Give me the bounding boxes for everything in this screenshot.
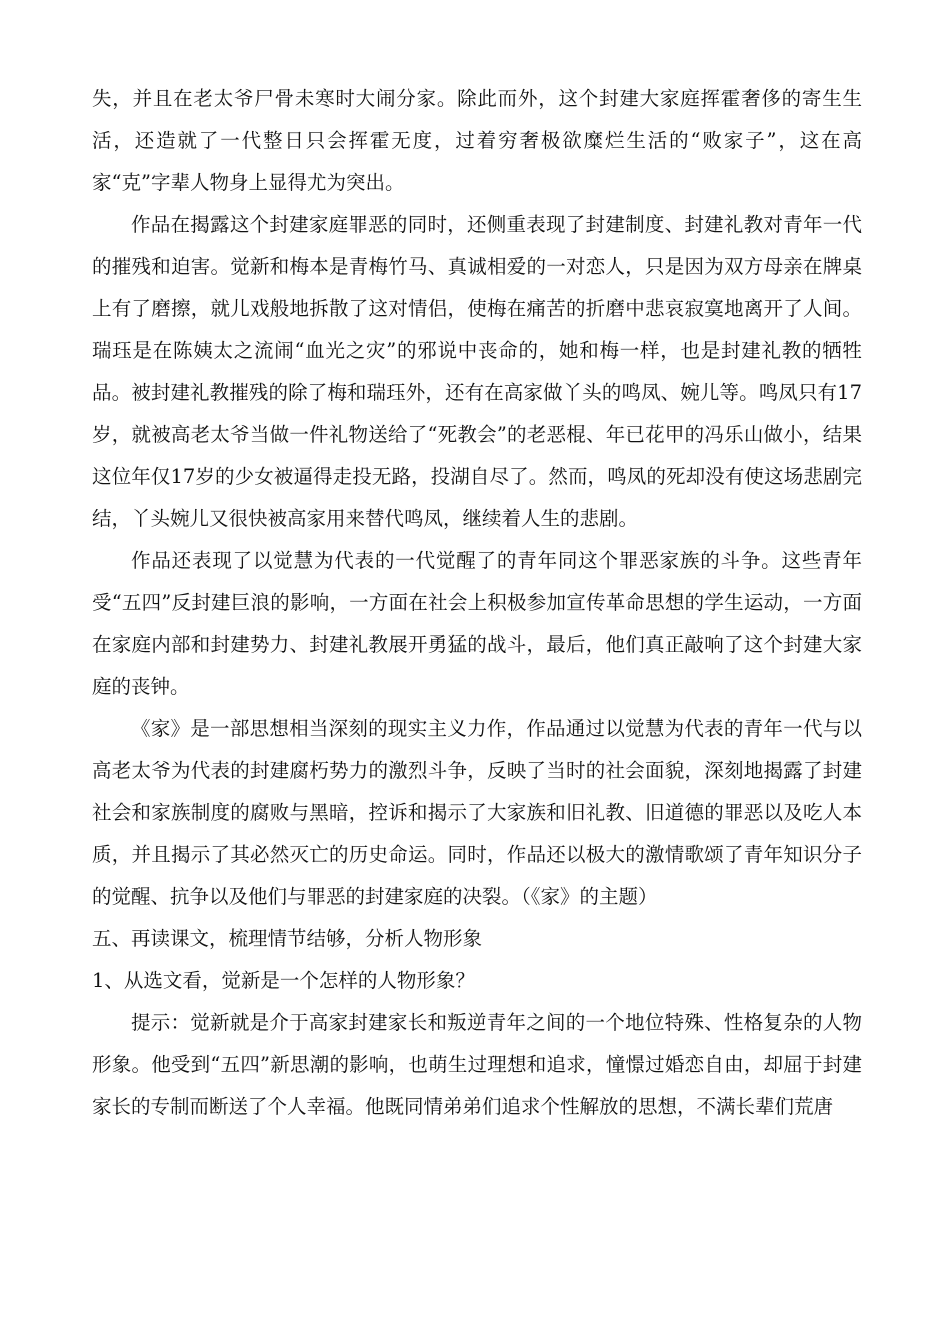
paragraph-theme: 《家》是一部思想相当深刻的现实主义力作，作品通过以觉慧为代表的青年一代与以高老太爷为代表的封建腐朽势力的激烈斗争，反映了当时的社会面貌，深刻地揭露了封建社会和家族制度的腐败与黑暗，控诉和揭示了大家族和旧礼教、旧道德的罪恶以及吃人本质，并且揭示了其必然灭亡的历史命运。同时，作品还以极大的激情歌颂了青年知识分子的觉醒、抗争以及他们与罪恶的封建家庭的决裂。（《家》的主题） bbox=[92, 717, 862, 908]
paragraph-struggle: 作品还表现了以觉慧为代表的一代觉醒了的青年同这个罪恶家族的斗争。这些青年受“五四”反封建巨浪的影响，一方面在社会上积极参加宣传革命思想的学生运动，一方面在家庭内部和封建势力、封建礼教展开勇猛的战斗，最后，他们真正敲响了这个封建大家庭的丧钟。 bbox=[92, 549, 862, 698]
section-heading: 五、再读课文，梳理情节结够，分析人物形象 bbox=[92, 927, 483, 950]
answer-text: 提示：觉新就是介于高家封建家长和叛逆青年之间的一个地位特殊、性格复杂的人物形象。他受到“五四”新思潮的影响，也萌生过理想和追求，憧憬过婚恋自由，却屈于封建家长的专制而断送了个人幸福。他既同情弟弟们追求个性解放的思想，不满长辈们荒唐 bbox=[92, 1011, 862, 1118]
paragraph-persecution: 作品在揭露这个封建家庭罪恶的同时，还侧重表现了封建制度、封建礼教对青年一代的摧残和迫害。觉新和梅本是青梅竹马、真诚相爱的一对恋人，只是因为双方母亲在牌桌上有了磨擦，就儿戏般地拆散了这对情侣，使梅在痛苦的折磨中悲哀寂寞地离开了人间。瑞珏是在陈姨太之流闹“血光之灾”的邪说中丧命的，她和梅一样，也是封建礼教的牺牲品。被封建礼教摧残的除了梅和瑞珏外，还有在高家做丫头的鸣凤、婉儿等。鸣凤只有17岁，就被高老太爷当做一件礼物送给了“死教会”的老恶棍、年已花甲的冯乐山做小，结果这位年仅17岁的少女被逼得走投无路，投湖自尽了。然而，鸣凤的死却没有使这场悲剧完结，丫头婉儿又很快被高家用来替代鸣凤，继续着人生的悲剧。 bbox=[92, 213, 862, 530]
question-text: 1、从选文看，觉新是一个怎样的人物形象？ bbox=[92, 969, 475, 992]
paragraph-continuation: 失，并且在老太爷尸骨未寒时大闹分家。除此而外，这个封建大家庭挥霍奢侈的寄生生活，还造就了一代整日只会挥霍无度，过着穷奢极欲糜烂生活的“败家子”，这在高家“克”字辈人物身上显得尤为突出。 bbox=[92, 87, 862, 194]
document-body bbox=[92, 78, 862, 1128]
